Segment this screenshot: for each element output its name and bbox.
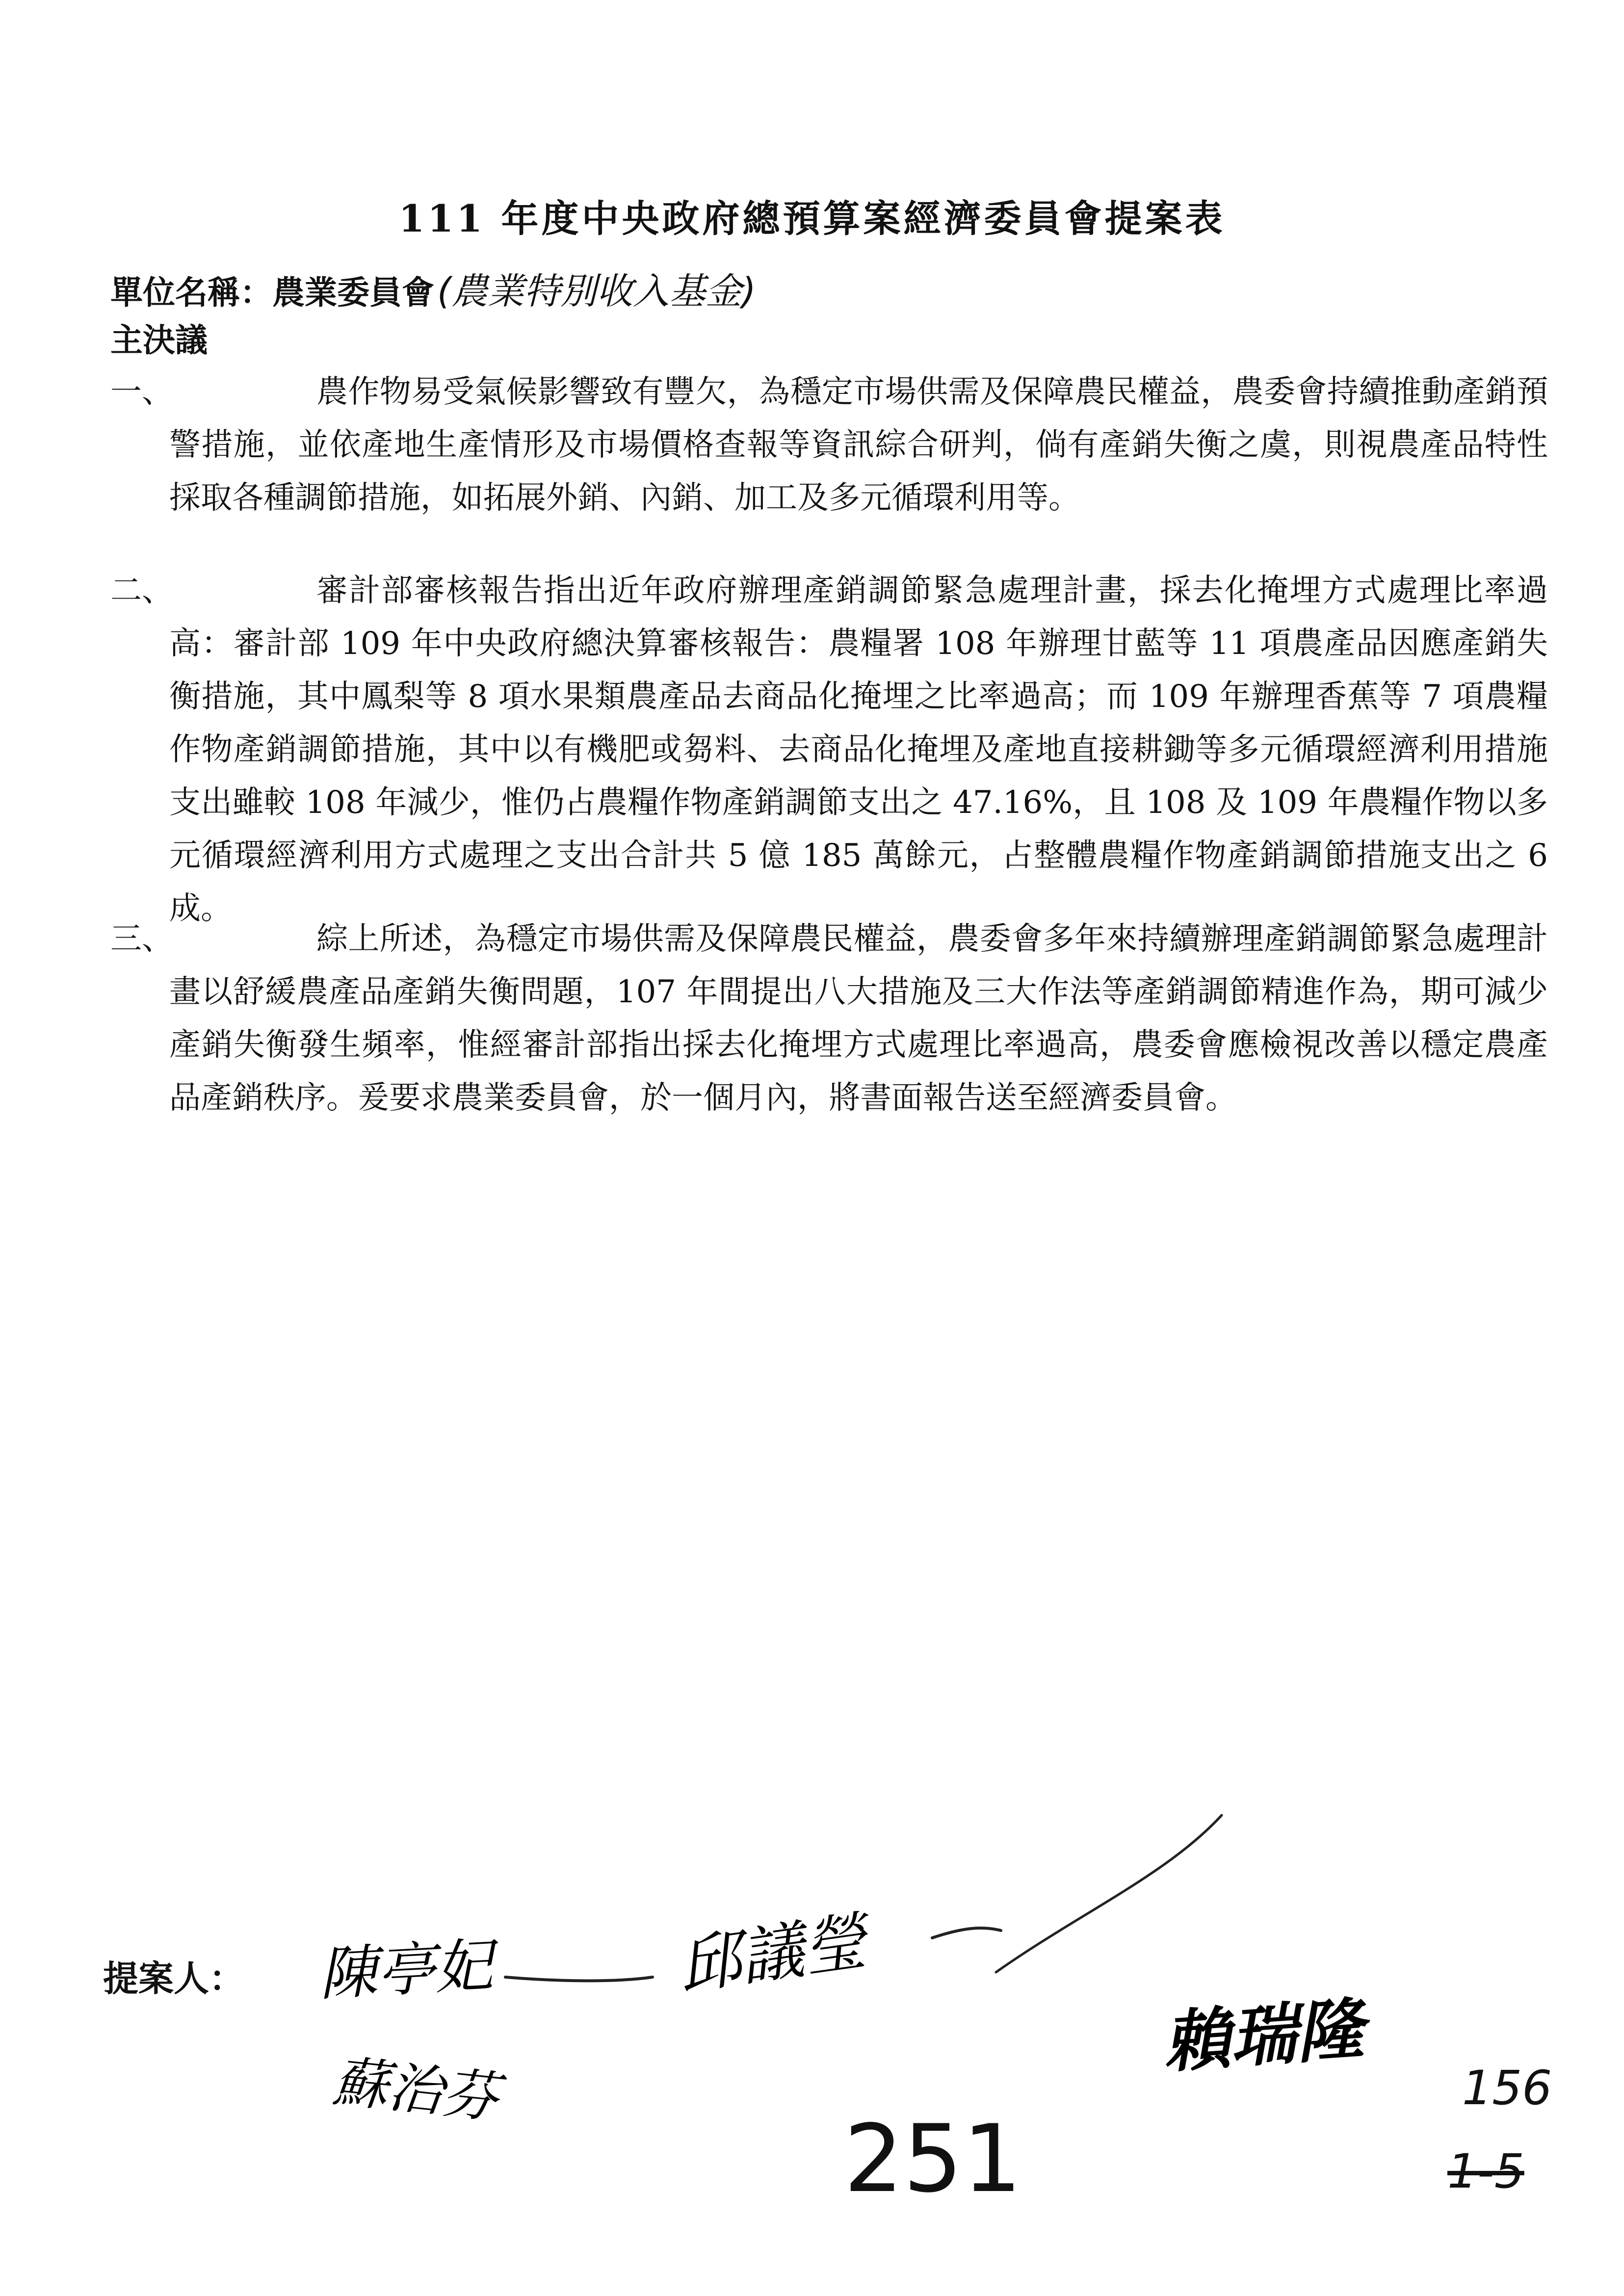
section-heading: 主決議 — [110, 321, 208, 359]
resolution-text: 農作物易受氣候影響致有豐欠，為穩定市場供需及保障農民權益，農委會持續推動產銷預警措施，並依產地生產情形及市場價格查報等資訊綜合研判，倘有產銷失衡之虞，則視農產品特性採取各種調節措施，如拓展外銷、內銷、加工及多元循環利用等。 — [169, 374, 1548, 516]
page-title: 111 年度中央政府總預算案經濟委員會提案表 — [398, 197, 1226, 240]
struck-page-number: 1-5 — [1447, 2144, 1524, 2199]
signature: 蘇治芬 — [330, 2049, 501, 2131]
unit-label: 單位名稱： — [110, 273, 272, 312]
resolution-number: 二、 — [110, 573, 173, 609]
signature: 賴瑞隆 — [1160, 1990, 1366, 2083]
unit-handwritten-note: (農業特別收入基金) — [437, 270, 756, 313]
signature: 邱議瑩 — [674, 1905, 871, 2004]
resolution-number: 三、 — [110, 921, 173, 957]
proposer-label: 提案人： — [103, 1957, 245, 1999]
resolution-text: 審計部審核報告指出近年政府辦理產銷調節緊急處理計畫，採去化掩埋方式處理比率過高：審計部 109 年中央政府總決算審核報告：農糧署 108 年辦理甘藍等 11 項農產品因應產銷失衡措施，其中鳳梨等 8 項水果類農產品去商品化掩埋之比率過高；而 109 年辦理香蕉等 7 項農糧作物產銷調節措施，其中以有機肥或芻料、去商品化掩埋及產地直接耕鋤等多元循環經濟利用措施支出雖較 108 年減少，惟仍占農糧作物產銷調節支出之 47.16%，且 108 及 109 年農糧作物以多元循環經濟利用方式處理之支出合計共 5 億 185 萬餘元，占整體農糧作物產銷調節措施支出之 6 成。 — [169, 573, 1548, 927]
unit-name: 農業委員會 — [272, 273, 434, 312]
resolution-text: 綜上所述，為穩定市場供需及保障農民權益，農委會多年來持續辦理產銷調節緊急處理計畫以舒緩農產品產銷失衡問題，107 年間提出八大措施及三大作法等產銷調節精進作為，期可減少產銷失衡發生頻率，惟經審計部指出採去化掩埋方式處理比率過高，農委會應檢視改善以穩定農產品產銷秩序。爰要求農業委員會，於一個月內，將書面報告送至經濟委員會。 — [169, 921, 1548, 1116]
signature: 陳亭妃 — [317, 1931, 495, 2009]
page-number: 251 — [844, 2105, 1022, 2213]
handwritten-page-number: 156 — [1462, 2061, 1552, 2115]
resolution-number: 一、 — [110, 374, 173, 410]
